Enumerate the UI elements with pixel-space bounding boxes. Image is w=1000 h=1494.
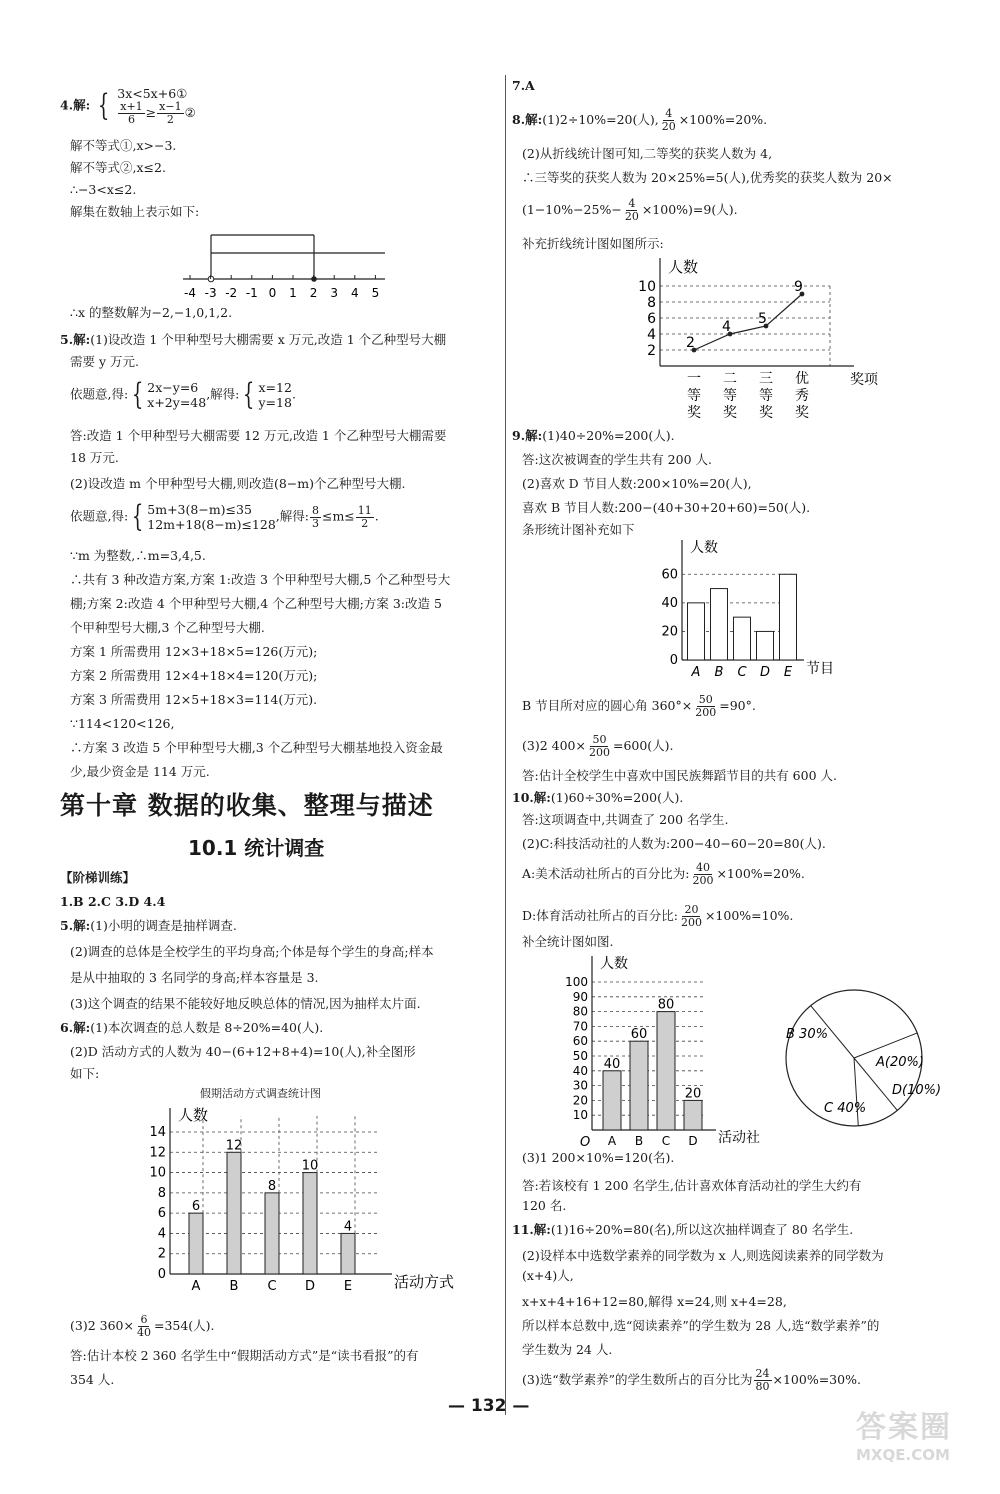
number-line-diagram <box>175 225 395 305</box>
q10-line7: (3)1 200×10%=120(名). <box>522 1150 675 1165</box>
chart-title: 假期活动方式调查统计图 <box>200 1087 321 1100</box>
brace-icon: { <box>132 377 144 412</box>
x-tick-label: 三 <box>759 371 773 387</box>
data-label: 6 <box>191 1199 201 1215</box>
y-tick-label: 100 <box>565 975 588 989</box>
axis-tick-label: 4 <box>350 286 359 300</box>
column-divider <box>505 75 506 1415</box>
q5-line12: 方案 1 所需费用 12×3+18×5=126(万元); <box>70 644 318 659</box>
x-axis-label: 活动方式 <box>394 1273 455 1291</box>
bar <box>189 1213 203 1274</box>
bar <box>603 1071 621 1130</box>
q11-line3: (x+4)人, <box>522 1268 574 1283</box>
q6-line6: 354 人. <box>70 1372 115 1387</box>
award-line-chart <box>630 254 890 426</box>
x-tick-label: 等 <box>687 388 701 404</box>
y-tick-label: 10 <box>638 279 656 295</box>
q11-line5: 所以样本总数中,选“阅读素养”的学生数为 28 人,选“数学素养”的 <box>522 1318 880 1333</box>
club-bar-chart <box>554 952 774 1150</box>
club-pie-chart <box>774 980 954 1145</box>
bar <box>734 617 751 660</box>
x-tick-label: B <box>229 1279 239 1294</box>
q11-line6: 学生数为 24 人. <box>522 1342 613 1357</box>
y-tick-label: 8 <box>647 295 656 311</box>
brace-icon: { <box>243 377 255 412</box>
q11-line7: (3)选“数学素养”的学生数所占的百分比为 $\frac{24}{80}$ ×100%=30%. <box>522 1367 861 1393</box>
q8-line3: ∴三等奖的获奖人数为 20×25%=5(人),优秀奖的获奖人数为 20× <box>522 170 893 185</box>
data-label: 5 <box>758 311 767 327</box>
x-tick-label: 奖 <box>687 405 701 421</box>
q5-line8: ∵m 为整数,∴m=3,4,5. <box>70 548 206 563</box>
bar <box>684 1100 702 1130</box>
data-label: 80 <box>657 997 675 1013</box>
q9-line8: 答:估计全校学生中喜欢中国民族舞蹈节目的共有 600 人. <box>522 768 837 783</box>
data-label: 60 <box>630 1027 648 1043</box>
y-tick-label: 10 <box>149 1165 166 1181</box>
axis-tick-label: -2 <box>225 286 238 300</box>
q8-line5: 补充折线统计图如图所示: <box>522 236 664 251</box>
q5-line10: 棚;方案 2:改造 4 个甲种型号大棚,4 个乙种型号大棚;方案 3:改造 5 <box>70 596 442 611</box>
y-tick-label: 2 <box>157 1246 166 1262</box>
q5-line17: 少,最少资金是 114 万元. <box>70 764 210 779</box>
x-tick-label: A <box>607 1134 617 1148</box>
bar <box>688 603 705 660</box>
q6-line2: (2)D 活动方式的人数为 40−(6+12+8+4)=10(人),补全图形 <box>70 1044 416 1059</box>
axis-tick-label: -3 <box>204 286 217 300</box>
q5-system1: 依题意,得: { 2x−y=6 x+2y=48 ,解得: { x=12 y=18 . <box>70 377 296 412</box>
x-tick-label: E <box>343 1279 353 1294</box>
data-label: 9 <box>794 279 803 295</box>
q5-system2: 依题意,得: { 5m+3(8−m)≤35 12m+18(8−m)≤128 ,解得: $\frac{8}{3}$ ≤m≤ $\frac{11}{2}$ . <box>70 499 379 534</box>
q10-line1: 10.解:(1)60÷30%=200(人). <box>512 790 684 805</box>
y-tick-label: 60 <box>572 1034 588 1049</box>
q8-line2: (2)从折线统计图可知,二等奖的获奖人数为 4, <box>522 146 773 161</box>
y-tick-label: 40 <box>661 595 678 611</box>
bar <box>711 589 728 660</box>
ladder-heading: 【阶梯训练】 <box>60 870 136 885</box>
x-tick-label: E <box>783 665 793 680</box>
pie-slice-label: B 30% <box>786 1027 828 1042</box>
q5-line4: 答:改造 1 个甲种型号大棚需要 12 万元,改造 1 个乙种型号大棚需要 <box>70 428 447 443</box>
q4-system: 4.解: { 3x<5x+6① $\frac{x+1}{6}$ ≥ $\frac{x-1}{2}$ ② <box>60 86 196 126</box>
q5-line14: 方案 3 所需费用 12×5+18×3=114(万元). <box>70 692 318 707</box>
y-tick-label: 90 <box>572 989 588 1004</box>
y-tick-label: 60 <box>661 567 678 583</box>
q5-line2: 需要 y 万元. <box>70 354 139 369</box>
x-tick-label: A <box>691 665 701 680</box>
axis-tick-label: 0 <box>268 286 277 300</box>
y-tick-label: 0 <box>157 1267 166 1282</box>
watermark-logo: 答案圈 MXQE.COM <box>856 1410 952 1464</box>
x-tick-label: C <box>267 1279 277 1294</box>
q10-line3: (2)C:科技活动社的人数为:200−40−60−20=80(人). <box>522 836 826 851</box>
axis-tick-label: -1 <box>245 286 258 300</box>
q6-line5: 答:估计本校 2 360 名学生中“假期活动方式”是“读书看报”的有 <box>70 1348 419 1363</box>
y-tick-label: 20 <box>572 1093 588 1108</box>
bar <box>657 1012 675 1130</box>
q10-line6: 补全统计图如图. <box>522 934 614 949</box>
q11-line2: (2)设样本中选数学素养的同学数为 x 人,则选阅读素养的同学数为 <box>522 1248 884 1263</box>
q6-line4: (3)2 360× $\frac{6}{40}$ =354(人). <box>70 1313 215 1339</box>
x-tick-label: 奖 <box>759 405 773 421</box>
y-tick-label: 2 <box>647 343 656 359</box>
x-tick-label: B <box>634 1134 644 1148</box>
x-axis-label: 节目 <box>806 661 834 677</box>
y-tick-label: 0 <box>669 653 678 668</box>
y-tick-label: 14 <box>149 1125 166 1140</box>
q4-line4: 解集在数轴上表示如下: <box>70 204 200 219</box>
q6-line3: 如下: <box>70 1066 100 1081</box>
pie-slice-label: A(20%) <box>876 1055 924 1070</box>
q10-line2: 答:这项调查中,共调查了 200 名学生. <box>522 812 729 827</box>
q11-line4: x+x+4+16+12=80,解得 x=24,则 x+4=28, <box>522 1294 787 1309</box>
x-tick-label: 等 <box>723 388 737 404</box>
q9-line7: (3)2 400× $\frac{50}{200}$ =600(人). <box>522 733 674 759</box>
bar <box>265 1193 279 1274</box>
q7-answer: 7.A <box>512 78 535 93</box>
x-axis-label: 活动社 <box>718 1130 760 1146</box>
q6-line1: 6.解:(1)本次调查的总人数是 8÷20%=40(人). <box>60 1020 324 1035</box>
data-label: 12 <box>225 1138 243 1154</box>
q8-line4: (1−10%−25%− $\frac{4}{20}$ ×100%)=9(人). <box>522 197 738 223</box>
brace-icon: { <box>97 88 110 123</box>
q4-line1: 解不等式①,x>−3. <box>70 138 177 153</box>
bar <box>227 1152 241 1274</box>
y-tick-label: 20 <box>661 624 678 640</box>
x-tick-label: C <box>737 665 747 680</box>
q10-line5: D:体育活动社所占的百分比: $\frac{20}{200}$ ×100%=10%. <box>522 903 794 929</box>
q10-line4: A:美术活动社所占的百分比为: $\frac{40}{200}$ ×100%=20%. <box>522 861 805 887</box>
data-label: 4 <box>343 1219 353 1235</box>
y-axis-label: 人数 <box>690 540 718 556</box>
data-label: 20 <box>684 1086 702 1102</box>
q5-line5: 18 万元. <box>70 450 119 465</box>
y-tick-label: 6 <box>157 1206 166 1222</box>
q5-line1: 5.解:(1)设改造 1 个甲种型号大棚需要 x 万元,改造 1 个乙种型号大棚 <box>60 332 447 347</box>
y-axis-label: 人数 <box>600 956 628 972</box>
q5b-line3: 是从中抽取的 3 名同学的身高;样本容量是 3. <box>70 970 319 985</box>
y-tick-label: 8 <box>157 1185 166 1201</box>
q5-line13: 方案 2 所需费用 12×4+18×4=120(万元); <box>70 668 318 683</box>
section-title: 10.1 统计调查 <box>188 836 325 860</box>
q9-line2: 答:这次被调查的学生共有 200 人. <box>522 452 712 467</box>
x-tick-label: 优 <box>795 371 809 387</box>
q4-line3: ∴−3<x≤2. <box>70 182 137 197</box>
data-label: 40 <box>603 1056 621 1072</box>
y-tick-label: 30 <box>572 1078 588 1093</box>
q10-line8: 答:若该校有 1 200 名学生,估计喜欢体育活动社的学生大约有 <box>522 1178 862 1193</box>
q8-line1: 8.解:(1)2÷10%=20(人), $\frac{4}{20}$ ×100%=20%. <box>512 107 768 133</box>
q9-line1: 9.解:(1)40÷20%=200(人). <box>512 428 675 443</box>
y-tick-label: 4 <box>647 327 656 343</box>
q5b-line2: (2)调查的总体是全校学生的平均身高;个体是每个学生的身高;样本 <box>70 944 434 959</box>
q5b-line4: (3)这个调查的结果不能较好地反映总体的情况,因为抽样太片面. <box>70 996 421 1011</box>
x-axis-label: 奖项 <box>850 372 878 388</box>
x-tick-label: A <box>191 1279 201 1294</box>
y-tick-label: 50 <box>572 1049 588 1063</box>
y-axis-label: 人数 <box>178 1106 209 1124</box>
x-tick-label: 奖 <box>723 405 737 421</box>
data-label: 4 <box>722 319 731 335</box>
bar <box>341 1233 355 1274</box>
y-tick-label: 10 <box>572 1108 588 1123</box>
y-tick-label: 4 <box>157 1226 166 1242</box>
chapter-title: 第十章 数据的收集、整理与描述 <box>60 791 434 820</box>
axis-tick-label: 5 <box>371 286 380 300</box>
bar <box>780 574 797 660</box>
y-tick-label: 70 <box>572 1019 588 1034</box>
q4-line5: ∴x 的整数解为−2,−1,0,1,2. <box>70 305 233 320</box>
x-tick-label: D <box>688 1134 698 1148</box>
page-number: — 132 — <box>448 1396 530 1416</box>
bar <box>303 1173 317 1274</box>
y-tick-label: 80 <box>572 1004 588 1019</box>
activity-bar-chart <box>140 1104 470 1309</box>
answers-1-4: 1.B 2.C 3.D 4.4 <box>60 894 166 909</box>
data-label: 8 <box>267 1178 277 1194</box>
data-label: 2 <box>686 335 695 351</box>
y-tick-label: 40 <box>572 1063 588 1078</box>
pie-slice-label: C 40% <box>824 1101 867 1116</box>
q5-line15: ∵114<120<126, <box>70 716 175 731</box>
q5-line9: ∴共有 3 种改造方案,方案 1:改造 3 个甲种型号大棚,5 个乙种型号大 <box>70 572 451 587</box>
y-tick-label: 12 <box>149 1145 166 1161</box>
x-tick-label: C <box>661 1134 671 1148</box>
brace-icon: { <box>132 499 144 534</box>
y-axis-label: 人数 <box>668 258 699 276</box>
q10-line9: 120 名. <box>522 1198 567 1213</box>
origin-label: O <box>580 1135 591 1150</box>
data-label: 10 <box>301 1158 319 1174</box>
q9-line5: 条形统计图补充如下 <box>522 522 635 537</box>
program-bar-chart <box>642 538 862 686</box>
q5-line6: (2)设改造 m 个甲种型号大棚,则改造(8−m)个乙种型号大棚. <box>70 476 406 491</box>
x-tick-label: 秀 <box>795 388 809 404</box>
x-tick-label: 奖 <box>795 405 809 421</box>
x-tick-label: D <box>759 665 771 680</box>
q5-line16: ∴方案 3 改造 5 个甲种型号大棚,3 个乙种型号大棚基地投入资金最 <box>70 740 443 755</box>
x-tick-label: 一 <box>687 371 701 387</box>
axis-tick-label: 3 <box>330 286 339 300</box>
axis-tick-label: 1 <box>289 286 297 300</box>
q5-line11: 个甲种型号大棚,3 个乙种型号大棚. <box>70 620 265 635</box>
q9-line3: (2)喜欢 D 节目人数:200×10%=20(人), <box>522 476 752 491</box>
bar <box>630 1041 648 1130</box>
q11-line1: 11.解:(1)16÷20%=80(名),所以这次抽样调查了 80 名学生. <box>512 1222 854 1237</box>
pie-slice-label: D(10%) <box>892 1083 942 1098</box>
axis-tick-label: -4 <box>184 286 196 300</box>
q5b-line1: 5.解:(1)小明的调查是抽样调查. <box>60 918 237 933</box>
x-tick-label: 等 <box>759 388 773 404</box>
axis-tick-label: 2 <box>309 286 318 300</box>
x-tick-label: B <box>714 665 724 680</box>
x-tick-label: 二 <box>723 371 737 387</box>
q9-line4: 喜欢 B 节目人数:200−(40+30+20+60)=50(人). <box>522 500 811 515</box>
q4-line2: 解不等式②,x≤2. <box>70 160 166 175</box>
q9-line6: B 节目所对应的圆心角 360°× $\frac{50}{200}$ =90°. <box>522 693 756 719</box>
y-tick-label: 6 <box>647 311 656 327</box>
bar <box>757 631 774 660</box>
x-tick-label: D <box>304 1279 316 1294</box>
